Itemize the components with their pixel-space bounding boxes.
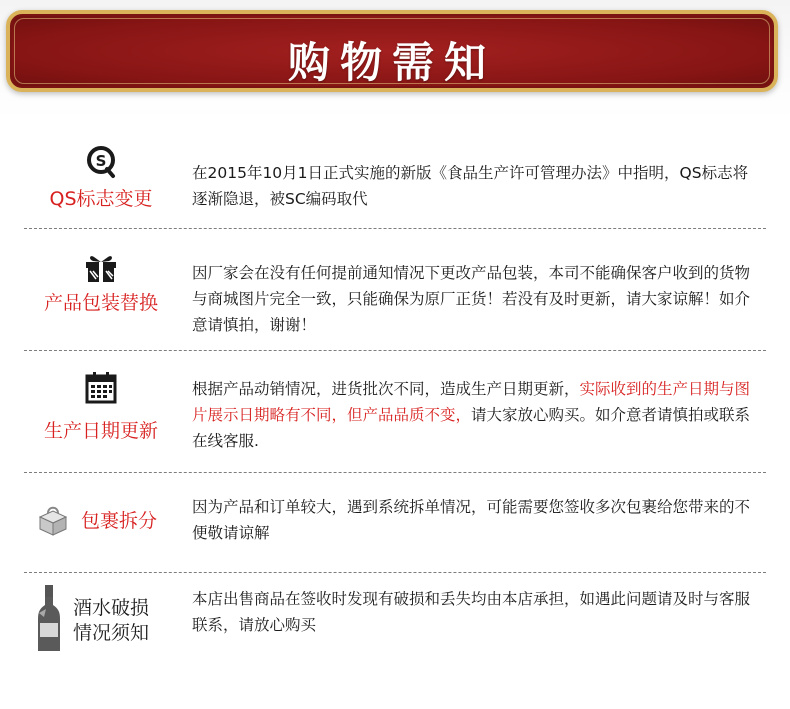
section-description: [192, 376, 752, 454]
qs-logo-icon: [81, 144, 121, 180]
section-label-line: 酒水破损: [72, 597, 149, 619]
section-label: 生产日期更新: [43, 420, 158, 442]
section-label-line: 情况须知: [72, 622, 149, 644]
description-text: 请大家放心购买。如介意者请慎拍或联系在线客服.: [192, 406, 751, 450]
description-highlight: 实际收到的生产日期与图片展示日期略有不同，但产品品质不变，: [192, 380, 751, 424]
section-description: 因为产品和订单较大，遇到系统拆单情况，可能需要您签收多次包裹给您带来的不便敬请谅解: [192, 498, 751, 542]
section-label: QS标志变更: [49, 188, 153, 210]
calendar-icon: [81, 370, 121, 406]
section-packaging: [24, 228, 766, 351]
section-qs-change: [24, 132, 766, 229]
page-title: 购物需知: [287, 38, 496, 87]
title-banner: [6, 10, 778, 92]
section-liquor-damage: [24, 572, 766, 672]
section-label: 包裹拆分: [80, 510, 157, 532]
section-left: [24, 572, 178, 672]
description-text: 根据产品动销情况，进货批次不同，造成生产日期更新，: [192, 380, 580, 398]
gift-box-icon: [81, 252, 121, 286]
section-package-split: [24, 472, 766, 573]
header-banner-area: [0, 0, 790, 118]
section-left: [24, 350, 178, 472]
section-label: [44, 596, 178, 646]
section-description: 本店出售商品在签收时发现有破损和丢失均由本店承担，如遇此问题请及时与客服联系，请放心购买: [192, 590, 751, 634]
section-description: 在2015年10月1日正式实施的新版《食品生产许可管理办法》中指明，QS标志将逐渐隐退，被SC编码取代: [192, 164, 749, 208]
section-left: [24, 132, 178, 228]
svg-text:S: S: [95, 152, 107, 170]
section-left: [24, 472, 178, 572]
section-description: 因厂家会在没有任何提前通知情况下更改产品包装，本司不能确保客户收到的货物与商城图片完全一致，只能确保为原厂正货！若没有及时更新，请大家谅解！如介意请慎拍，谢谢！: [192, 264, 751, 334]
section-production-date: [24, 350, 766, 473]
section-label: 产品包装替换: [43, 292, 158, 314]
section-left: [24, 228, 178, 350]
